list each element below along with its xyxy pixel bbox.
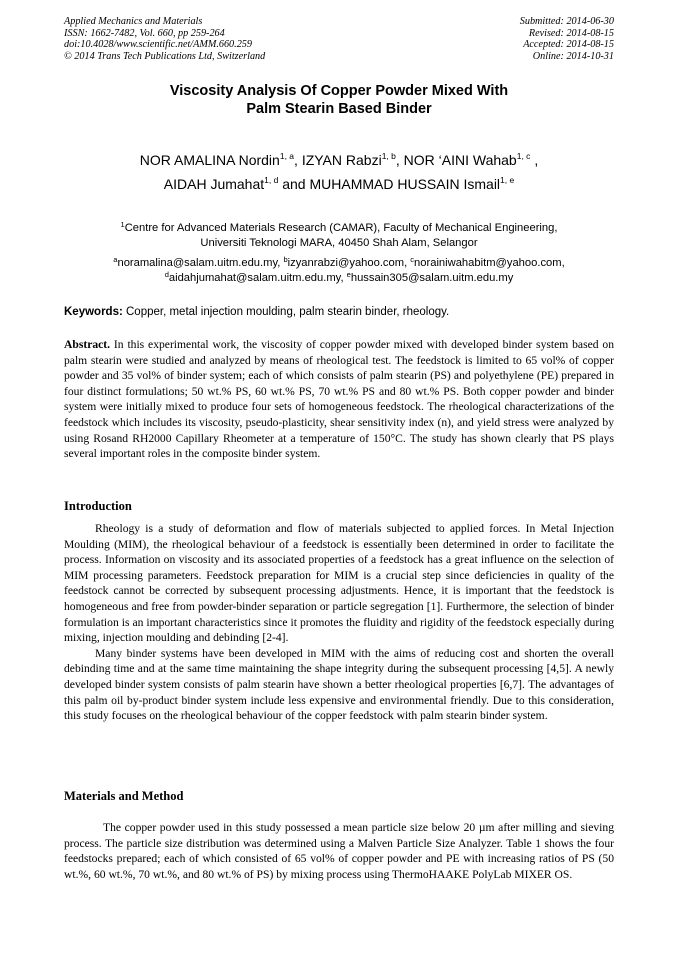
email-line-2 [30, 271, 648, 286]
journal-doi: doi:10.4028/www.scientific.net/AMM.660.259 [64, 39, 252, 51]
introduction-body [64, 521, 614, 724]
journal-issn: ISSN: 1662-7482, Vol. 660, pp 259-264 [64, 27, 225, 39]
author-superscript: 1, d [264, 175, 279, 185]
keywords-label: Keywords: [64, 306, 123, 318]
email-address: aidahjumahat@salam.uitm.edu.my, [168, 272, 347, 284]
title-line-2: Palm Stearin Based Binder [246, 101, 432, 117]
paragraph: The copper powder used in this study possessed a mean particle size below 20 µm after milling and sieving process. The particle size distribution was determined using a Malven Particle Size Analyzer. Table 1 shows the four feedstocks prepared; each of which consisted of 65 vol% of copper powder and PE with increasing ratios of PS (50 wt.%, 60 wt.%, 70 wt.%, and 80 wt.% of PS) by mixing process using ThermoHAAKE PolyLab MIXER OS. [64, 821, 614, 881]
author-separator: , [530, 152, 539, 168]
affiliation-line-1 [30, 221, 648, 236]
author-name: MUHAMMAD HUSSAIN Ismail [309, 176, 501, 192]
methods-body [64, 820, 614, 882]
author-superscript: 1, e [500, 175, 515, 185]
title-line-1: Viscosity Analysis Of Copper Powder Mixed With [169, 83, 509, 99]
abstract-paragraph [64, 337, 614, 462]
email-superscript: d [164, 270, 169, 279]
keywords-text: Copper, metal injection moulding, palm stearin binder, rheology. [122, 306, 450, 318]
email-superscript: e [346, 270, 351, 279]
date-revised: Revised: 2014-08-15 [528, 27, 614, 39]
abstract-label: Abstract. [64, 338, 111, 351]
affiliation-superscript: 1 [120, 220, 125, 229]
email-superscript: b [283, 255, 288, 264]
keywords [64, 305, 624, 320]
abstract [64, 337, 614, 462]
journal-copyright: © 2014 Trans Tech Publications Ltd, Switzerland [64, 50, 266, 62]
paragraph: Rheology is a study of deformation and flow of materials subjected to applied forces. In Metal Injection Moulding (MIM), the rheological behaviour of a feedstock is essentially been determined in order to facilitate the process. Information on viscosity and its associated properties of a feedstock has a great influence on the selection of MIM processing parameters. Feedstock preparation for MIM is a crucial step since deficiencies in quality of the feedstock cannot be corrected by subsequent processing adjustments. Hence, it is important that the feedstock is homogeneous and free from powder-binder separation or particle segregation [1]. Furthermore, the selection of binder formulation is an important characteristics since it promotes the fluidity and rigidity of the feedstock especially during mixing, injection moulding and debinding [2-4]. [64, 522, 614, 645]
affiliation [30, 221, 648, 251]
journal-name: Applied Mechanics and Materials [64, 16, 203, 27]
email-address: izyanrabzi@yahoo.com, [287, 257, 411, 269]
journal-info [64, 16, 265, 62]
author-separator: and [278, 176, 310, 192]
author-name: IZYAN Rabzi [301, 152, 382, 168]
author-superscript: 1, b [381, 151, 396, 161]
date-accepted: Accepted: 2014-08-15 [523, 39, 614, 51]
affiliation-line-2: Universiti Teknologi MARA, 40450 Shah Alam, Selangor [200, 237, 478, 249]
author-superscript: 1, c [516, 151, 531, 161]
author-name: AIDAH Jumahat [163, 176, 265, 192]
section-heading-materials-and-method: Materials and Method [64, 789, 184, 803]
email-address: noramalina@salam.uitm.edu.my, [117, 257, 284, 269]
abstract-text: In this experimental work, the viscosity of copper powder mixed with developed binder system based on palm stearin were studied and analyzed by means of rheological test. The feedstock is limited to 65 vol% of copper powder and 35 vol% of binder system; each of which consists of palm stearin (PS) and polyethylene (PE) prepared in four distinct formulations; 50 wt.% PS, 60 wt.% PS, 70 wt.% PS and 80 wt.% PS. Both copper powder and binder system were initially mixed to produce four sets of homogeneous feedstock. The rheological characterizations of the feedstock which includes its viscosity, pseudo-plasticity, shear sensitivity index (n), and yield stress were analyzed by using Rosand RH2000 Capillary Rheometer at a temperature of 150°C. The study has shown clearly that PS plays several important roles in the composite binder system. [64, 338, 614, 461]
paper-title [40, 82, 638, 118]
section-heading-introduction: Introduction [64, 499, 132, 513]
email-address: hussain305@salam.uitm.edu.my [350, 272, 514, 284]
author-line-2 [30, 172, 648, 196]
date-online: Online: 2014-10-31 [532, 50, 614, 62]
author-separator: , [294, 152, 302, 168]
author-emails [30, 256, 648, 286]
author-name: NOR AMALINA Nordin [139, 152, 280, 168]
author-list [30, 148, 648, 196]
email-superscript: c [410, 255, 415, 264]
date-submitted: Submitted: 2014-06-30 [519, 16, 614, 27]
publication-dates [520, 16, 614, 62]
email-line-1 [30, 256, 648, 271]
email-address: norainiwahabitm@yahoo.com, [414, 257, 565, 269]
author-separator: , [395, 152, 404, 168]
author-line-1 [30, 148, 648, 172]
email-superscript: a [113, 255, 118, 264]
author-name: NOR ‘AINI Wahab [403, 152, 517, 168]
paragraph: Many binder systems have been developed in MIM with the aims of reducing cost and shorten the overall debinding time and at the same time maintaining the shape integrity during the subsequent processing [4,5]. A newly developed binder system consists of palm stearin have shown a better rheological properties [6,7]. The advantages of this palm oil by-product binder system include less expensive and environmental friendly. Due to this consideration, this study focuses on the rheological behaviour of the copper feedstock with palm stearin binder system. [64, 646, 614, 723]
affiliation-text: Centre for Advanced Materials Research (CAMAR), Faculty of Mechanical Engineering, [124, 222, 558, 234]
author-superscript: 1, a [279, 151, 295, 161]
